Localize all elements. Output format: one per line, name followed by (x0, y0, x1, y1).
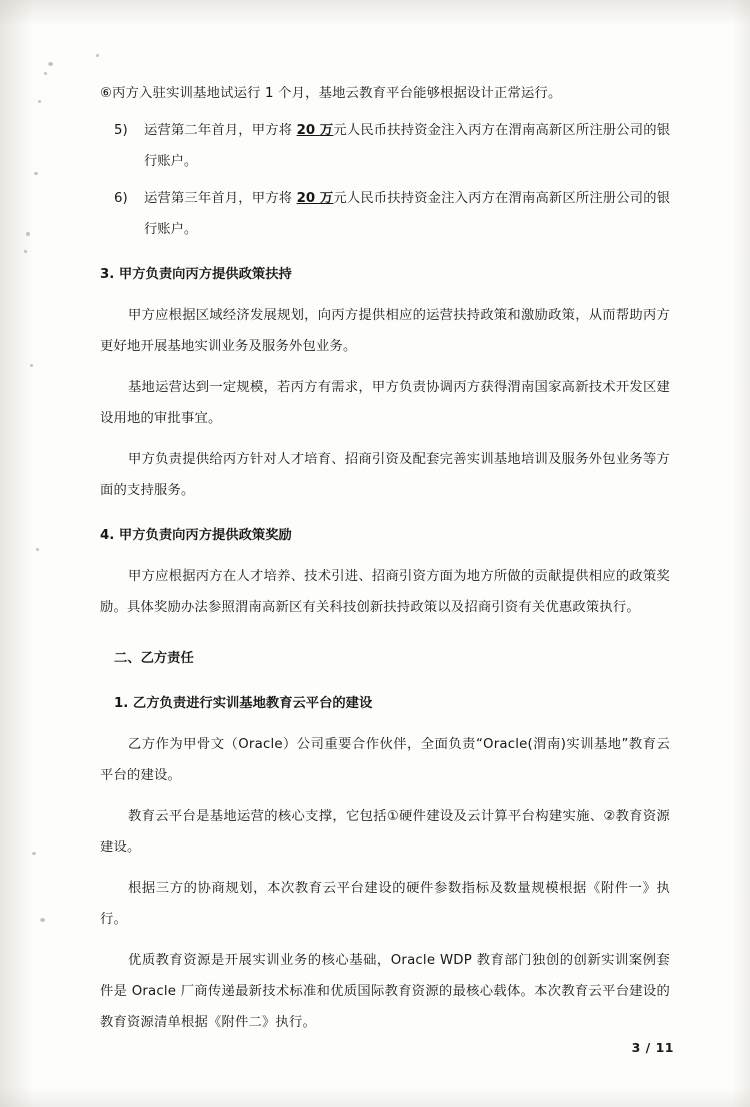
clause-item-5 (100, 115, 670, 177)
scan-shadow-top (0, 0, 750, 26)
paragraph-policy-support-3: 甲方负责提供给丙方针对人才培育、招商引资及配套完善实训基地培训及服务外包业务等方面的支持服务。 (100, 452, 670, 498)
paragraph-cloud-platform-4: 优质教育资源是开展实训业务的核心基础，Oracle WDP 教育部门独创的创新实训案例套件是 Oracle 厂商传递最新技术标准和优质国际教育资源的最核心载体。本次教育云平台建设的教育资源清单根据《附件二》执行。 (100, 953, 670, 1030)
section-heading-4: 4. 甲方负责向丙方提供政策奖励 (100, 528, 292, 543)
clause-text: 运营第三年首月，甲方将 20 万元人民币扶持资金注入丙方在渭南高新区所注册公司的银行账户。 (144, 191, 670, 237)
paragraph-cloud-platform-2: 教育云平台是基地运营的核心支撑，它包括①硬件建设及云计算平台构建实施、②教育资源建设。 (100, 809, 670, 855)
paragraph-policy-reward: 甲方应根据丙方在人才培养、技术引进、招商引资方面为地方所做的贡献提供相应的政策奖励。具体奖励办法参照渭南高新区有关科技创新扶持政策以及招商引资有关优惠政策执行。 (100, 569, 670, 615)
section-heading-party-b: 二、乙方责任 (114, 651, 194, 666)
scan-speck (38, 100, 41, 103)
scan-speck (26, 232, 30, 236)
clause-marker: 5) (114, 123, 128, 138)
page-number: 3 / 11 (631, 1040, 674, 1055)
scan-shadow-left (0, 0, 34, 1107)
amount-emphasis: 20 万 (296, 191, 334, 206)
scan-speck (34, 172, 38, 175)
scan-speck (96, 54, 99, 57)
scan-speck (44, 72, 47, 75)
clause-marker: 6) (114, 191, 128, 206)
scan-speck (40, 918, 45, 922)
clause-item-6 (100, 183, 670, 245)
document-body (100, 78, 670, 1038)
section-heading-1: 1. 乙方负责进行实训基地教育云平台的建设 (114, 696, 373, 711)
clause-text: 运营第二年首月，甲方将 20 万元人民币扶持资金注入丙方在渭南高新区所注册公司的银行账户。 (144, 123, 670, 169)
scan-speck (30, 364, 33, 367)
scan-speck (32, 852, 36, 855)
paragraph-cloud-platform-1: 乙方作为甲骨文（Oracle）公司重要合作伙伴，全面负责“Oracle(渭南)实训基地”教育云平台的建设。 (100, 737, 670, 783)
scan-speck (48, 62, 53, 66)
scan-shadow-right (732, 0, 750, 1107)
scan-speck (24, 250, 27, 253)
paragraph-cloud-platform-3: 根据三方的协商规划，本次教育云平台建设的硬件参数指标及数量规模根据《附件一》执行。 (100, 881, 670, 927)
amount-emphasis: 20 万 (296, 123, 334, 138)
paragraph-policy-support-1: 甲方应根据区域经济发展规划，向丙方提供相应的运营扶持政策和激励政策，从而帮助丙方更好地开展基地实训业务及服务外包业务。 (100, 308, 670, 354)
paragraph-policy-support-2: 基地运营达到一定规模，若丙方有需求，甲方负责协调丙方获得渭南国家高新技术开发区建设用地的审批事宜。 (100, 380, 670, 426)
scan-shadow-bottom (0, 1087, 750, 1107)
clause-circled-6: ⑥丙方入驻实训基地试运行 1 个月，基地云教育平台能够根据设计正常运行。 (100, 86, 562, 101)
section-heading-3: 3. 甲方负责向丙方提供政策扶持 (100, 267, 292, 282)
scan-speck (36, 548, 39, 551)
